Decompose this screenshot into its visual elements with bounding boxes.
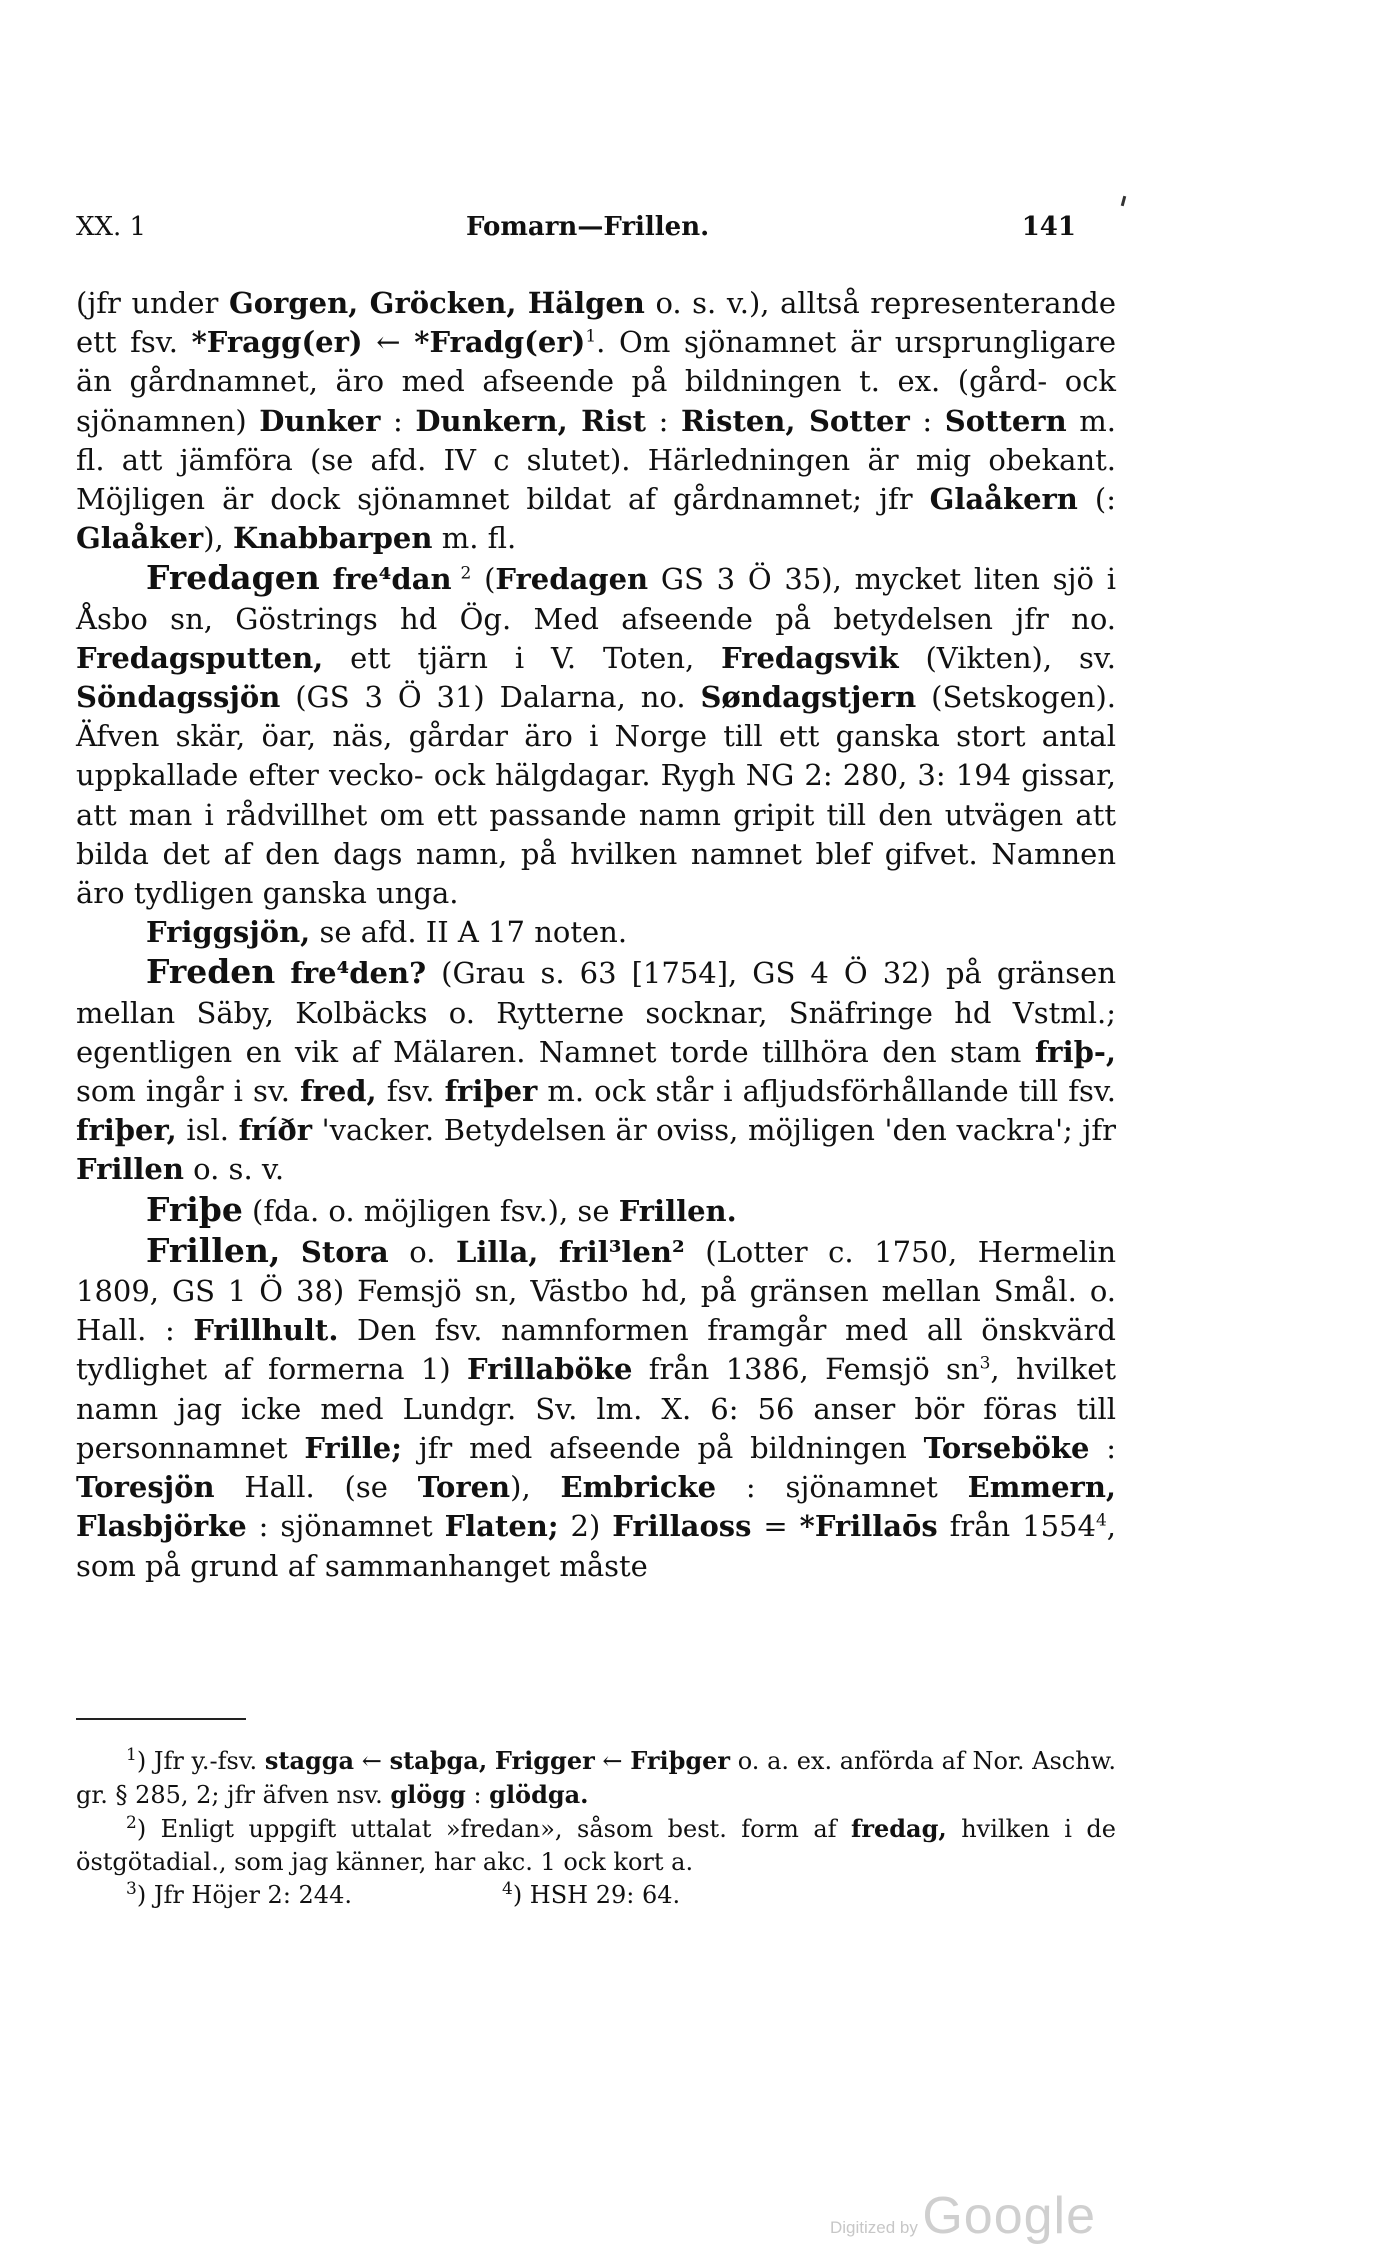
text-run: ←: [594, 1747, 631, 1775]
text-run: som ingår i sv.: [76, 1074, 301, 1109]
text-run: m. ock står i afljudsförhållande till fsv.: [537, 1074, 1116, 1109]
bold-term: friþer: [444, 1074, 538, 1109]
footnote-ref: 3: [126, 1879, 137, 1899]
bold-term: fred,: [300, 1074, 377, 1109]
headword: Frillen,: [146, 1230, 281, 1270]
watermark-prefix: Digitized by: [830, 2218, 918, 2237]
bold-term: fredag,: [851, 1814, 947, 1843]
bold-term: Torseböke: [923, 1430, 1090, 1465]
margin-mark: [1121, 196, 1126, 206]
dictionary-entry: [76, 558, 1116, 913]
bold-term: Frillhult.: [193, 1313, 339, 1348]
paragraph: [76, 284, 1116, 558]
bold-term: Flaten;: [444, 1509, 559, 1544]
text-run: (fda. o. möjligen fsv.), se: [242, 1193, 619, 1228]
bold-term: stagga: [264, 1746, 355, 1775]
bold-term: Fredagen: [495, 562, 649, 597]
text-run: :: [465, 1781, 490, 1809]
text-run: , som på grund af sammanhanget måste: [76, 1509, 1116, 1583]
digitized-watermark: [830, 2186, 1096, 2246]
text-run: ←: [362, 325, 415, 360]
text-run: [538, 1235, 559, 1269]
running-header: [76, 212, 1076, 252]
text-run: från 1554: [937, 1509, 1096, 1544]
bold-term: glödga.: [489, 1780, 589, 1809]
text-run: (:: [1077, 482, 1116, 517]
text-run: ←: [354, 1747, 390, 1775]
bold-term: Risten, Sotter: [681, 403, 910, 438]
text-run: . Om sjönamnet är ursprungligare än gårdnamnet, äro med afseende på bildningen t. ex. (gård- ock sjönamnen): [76, 325, 1116, 438]
bold-term: *Fradg(er): [414, 325, 586, 360]
text-run: ) Enligt uppgift uttalat »fredan», såsom best. form af: [136, 1815, 852, 1843]
bold-term: *Fragg(er): [191, 325, 363, 360]
text-run: ),: [203, 521, 233, 556]
text-run: GS 3 Ö 35), mycket liten sjö i Åsbo sn, Göstrings hd Ög. Med afseende på betydelsen jfr no.: [76, 562, 1116, 636]
footnote-rule: [76, 1718, 246, 1720]
text-run: 2): [558, 1509, 613, 1544]
bold-term: *Frillaōs: [799, 1509, 938, 1544]
bold-term: Sottern: [944, 403, 1067, 438]
text-run: fsv.: [376, 1074, 445, 1109]
bold-term: staþga,: [389, 1746, 488, 1775]
text-run: ) Jfr Höjer 2: 244.: [136, 1881, 352, 1909]
dictionary-entry: [76, 1190, 1116, 1231]
bold-term: Stora: [300, 1234, 389, 1269]
bold-term: Embricke: [560, 1470, 717, 1505]
bold-term: fre⁴dan: [332, 562, 452, 597]
text-run: (: [471, 562, 496, 597]
text-run: isl.: [176, 1113, 239, 1148]
running-title: Fomarn—Frillen.: [466, 212, 710, 242]
bold-term: Glaåker: [76, 521, 204, 556]
text-run: hvilken i de östgötadial., som jag känner, har akc. 1 ock kort a.: [76, 1815, 1116, 1876]
text-run: [487, 1747, 495, 1775]
text-run: o. s. v.), alltså representerande ett fsv.: [76, 286, 1116, 360]
text-run: o. a. ex. anförda af Nor. Aschw. gr. § 285, 2; jfr äfven nsv.: [76, 1747, 1116, 1809]
text-run: :: [646, 403, 682, 438]
bold-term: Frigger: [494, 1746, 595, 1775]
footnote-ref: 4: [1095, 1510, 1107, 1531]
bold-term: Söndagssjön: [76, 680, 281, 715]
text-run: m. fl. att jämföra (se afd. IV c slutet). Härledningen är mig obekant. Möjligen är dock sjönamnet bildat af gårdnamnet; jfr: [76, 403, 1116, 517]
text-run: [320, 562, 333, 596]
text-run: ett tjärn i V. Toten,: [323, 640, 722, 675]
text-run: : sjönamnet: [246, 1509, 445, 1544]
footnote-ref: 1: [126, 1745, 137, 1765]
footnote-ref: 3: [979, 1353, 991, 1374]
footnote: [76, 1744, 1116, 1812]
text-run: 'vacker. Betydelsen är oviss, möjligen 'den vackra'; jfr: [312, 1113, 1117, 1148]
footnote: [76, 1812, 1116, 1879]
bold-term: Dunker: [259, 403, 381, 438]
bold-term: fril³len²: [558, 1234, 685, 1269]
text-run: Den fsv. namnformen framgår med all önskvärd tydlighet af formerna 1): [76, 1313, 1116, 1387]
bold-term: Dunkern, Rist: [415, 403, 647, 438]
text-run: :: [1089, 1430, 1116, 1465]
bold-term: fre⁴den?: [290, 956, 427, 991]
footnote-ref: 2: [126, 1813, 137, 1833]
text-run: Hall. (se: [214, 1470, 418, 1505]
text-run: :: [380, 403, 416, 438]
bold-term: glögg: [390, 1780, 466, 1809]
bold-term: Frillen.: [618, 1193, 737, 1228]
text-run: (Grau s. 63 [1754], GS 4 Ö 32) på gränsen mellan Säby, Kolbäcks o. Rytterne socknar, Snäfringe hd Vstml.; egentligen en vik af Mälaren. Namnet torde tillhöra den stam: [76, 956, 1117, 1069]
text-run: [275, 956, 290, 990]
text-run: ) HSH 29: 64.: [512, 1881, 681, 1909]
text-run: =: [751, 1509, 800, 1544]
footnote: [126, 1881, 352, 1909]
text-run: o. s. v.: [183, 1152, 285, 1187]
bold-term: fríðr: [238, 1113, 313, 1148]
dictionary-entry: [76, 913, 1116, 952]
bold-term: Knabbarpen: [232, 521, 433, 556]
footnote-ref: 4: [501, 1879, 513, 1899]
footnote: [502, 1881, 680, 1909]
text-run: (Lotter c. 1750, Hermelin 1809, GS 1 Ö 38) Femsjö sn, Västbo hd, på gränsen mellan Smål. o. Hall. :: [76, 1234, 1117, 1348]
footnote-ref: 2: [451, 563, 472, 584]
bold-term: Frille;: [304, 1430, 402, 1465]
text-run: jfr med afseende på bildningen: [401, 1430, 924, 1465]
headword: Fredagen: [146, 558, 320, 598]
text-run: (Setskogen). Äfven skär, öar, näs, gårdar äro i Norge till ett ganska stort antal uppkallade efter vecko- ock hälgdagar. Rygh NG 2: 280, 3: 194 gissar, att man i rådvillhet om ett passande namn gripit till den utvägen att bilda det af den dags namn, på hvilken namnet blef gifvet. Namnen äro tydligen ganska unga.: [76, 680, 1116, 911]
bold-term: Glaåkern: [929, 482, 1078, 517]
section-number: XX. 1: [76, 212, 147, 242]
dictionary-entry: [76, 952, 1116, 1189]
main-text: [76, 284, 1116, 1586]
text-run: [280, 1235, 301, 1269]
text-run: , hvilket namn jag icke med Lundgr. Sv. lm. X. 6: 56 anser bör föras till personnamnet: [76, 1352, 1117, 1465]
footnote-ref: 1: [585, 326, 597, 347]
bold-term: friþ-,: [1034, 1034, 1116, 1069]
text-run: ),: [510, 1470, 561, 1505]
footnotes: [76, 1744, 1116, 1912]
dictionary-entry: [76, 1231, 1116, 1586]
bold-term: Friþger: [630, 1746, 731, 1775]
bold-term: Toresjön: [76, 1470, 215, 1505]
bold-term: Frillaoss: [612, 1509, 752, 1544]
bold-term: Lilla,: [456, 1234, 539, 1269]
bold-term: Søndagstjern: [700, 680, 917, 715]
bold-term: Frillaböke: [467, 1352, 633, 1387]
bold-term: Fredagsputten,: [76, 640, 324, 675]
text-run: ) Jfr y.-fsv.: [136, 1747, 265, 1775]
google-logo: Google: [922, 2187, 1097, 2245]
bold-term: Fredagsvik: [721, 640, 899, 675]
text-run: (Vikten), sv.: [898, 640, 1116, 675]
page-number: 141: [1021, 212, 1076, 242]
text-run: m. fl.: [432, 521, 517, 556]
text-run: :: [909, 403, 945, 438]
text-run: (GS 3 Ö 31) Dalarna, no.: [280, 680, 701, 715]
text-run: se afd. II A 17 noten.: [310, 915, 628, 950]
text-run: (jfr under: [76, 286, 229, 320]
headword: Friþe: [146, 1189, 243, 1229]
text-run: o.: [388, 1234, 456, 1269]
bold-term: Emmern, Flasbjörke: [76, 1470, 1116, 1544]
bold-term: Friggsjön,: [146, 915, 311, 950]
text-run: : sjönamnet: [716, 1470, 968, 1505]
bold-term: Toren: [417, 1470, 511, 1505]
bold-term: Gorgen, Gröcken, Hälgen: [228, 286, 645, 320]
bold-term: Frillen: [76, 1152, 184, 1187]
bold-term: friþer,: [76, 1113, 177, 1148]
text-run: från 1386, Femsjö sn: [632, 1352, 980, 1387]
footnote-row: [76, 1879, 1116, 1912]
headword: Freden: [146, 952, 276, 992]
